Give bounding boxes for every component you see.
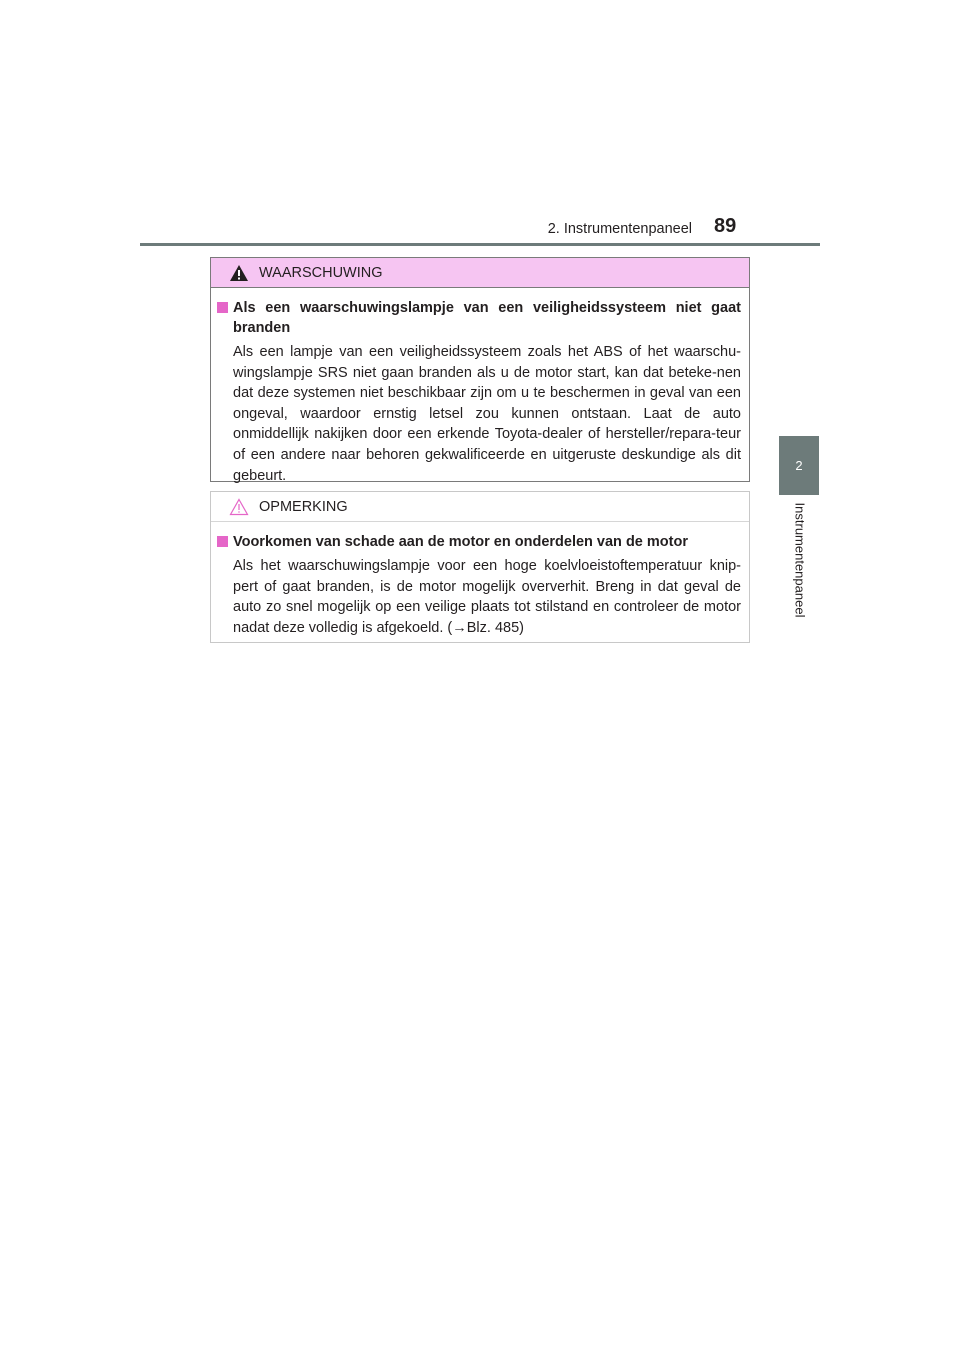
notice-box: [210, 491, 750, 643]
notice-item-text: Als het waarschuwingslampje voor een hoge koelvloeistoftemperatuur knip-pert of gaat branden, is de motor mogelijk oververhit. Breng in dat geval de auto zo snel mogelijk op een veilige plaats tot stilstand en controleer de motor nadat deze volledig is afgekoeld. (→Blz. 485): [233, 558, 741, 636]
notice-header: [211, 492, 749, 522]
warning-item-title-text: Als een waarschuwingslampje van een veiligheidssysteem niet gaat branden: [233, 300, 741, 336]
chapter-label: Instrumentenpaneel: [792, 502, 808, 618]
header-divider: [140, 243, 820, 246]
notice-heading: OPMERKING: [259, 498, 348, 515]
section-title: 2. Instrumentenpaneel: [547, 221, 692, 237]
warning-header: [211, 258, 749, 288]
warning-body: [211, 288, 749, 486]
notice-body: [211, 522, 749, 638]
page-number: 89: [714, 215, 737, 237]
bullet-square-icon: [217, 536, 228, 547]
warning-triangle-outline-icon: [229, 498, 249, 516]
warning-box: [210, 257, 750, 482]
chapter-tab: [779, 436, 819, 495]
chapter-number: 2: [795, 458, 803, 473]
warning-item-text: Als een lampje van een veiligheidssysteem zoals het ABS of het waarschu-wingslampje SRS niet gaan branden als u de motor start, kan dat beteke-nen dat deze systemen niet beschikbaar zijn om u te beschermen in geval van een ongeval, waardoor ernstig letsel zou kunnen ontstaan. Laat de auto onmiddellijk nakijken door een erkende Toyota-dealer of hersteller/repara-teur of een andere naar behoren gekwalificeerde en uitgeruste deskundige als dit gebeurt.: [233, 344, 741, 484]
bullet-square-icon: [217, 302, 228, 313]
warning-item-title: [217, 298, 741, 338]
warning-triangle-filled-icon: [229, 264, 249, 282]
notice-item-title: [217, 532, 741, 552]
warning-heading: WAARSCHUWING: [259, 264, 383, 281]
notice-item-title-text: Voorkomen van schade aan de motor en onderdelen van de motor: [233, 534, 688, 550]
